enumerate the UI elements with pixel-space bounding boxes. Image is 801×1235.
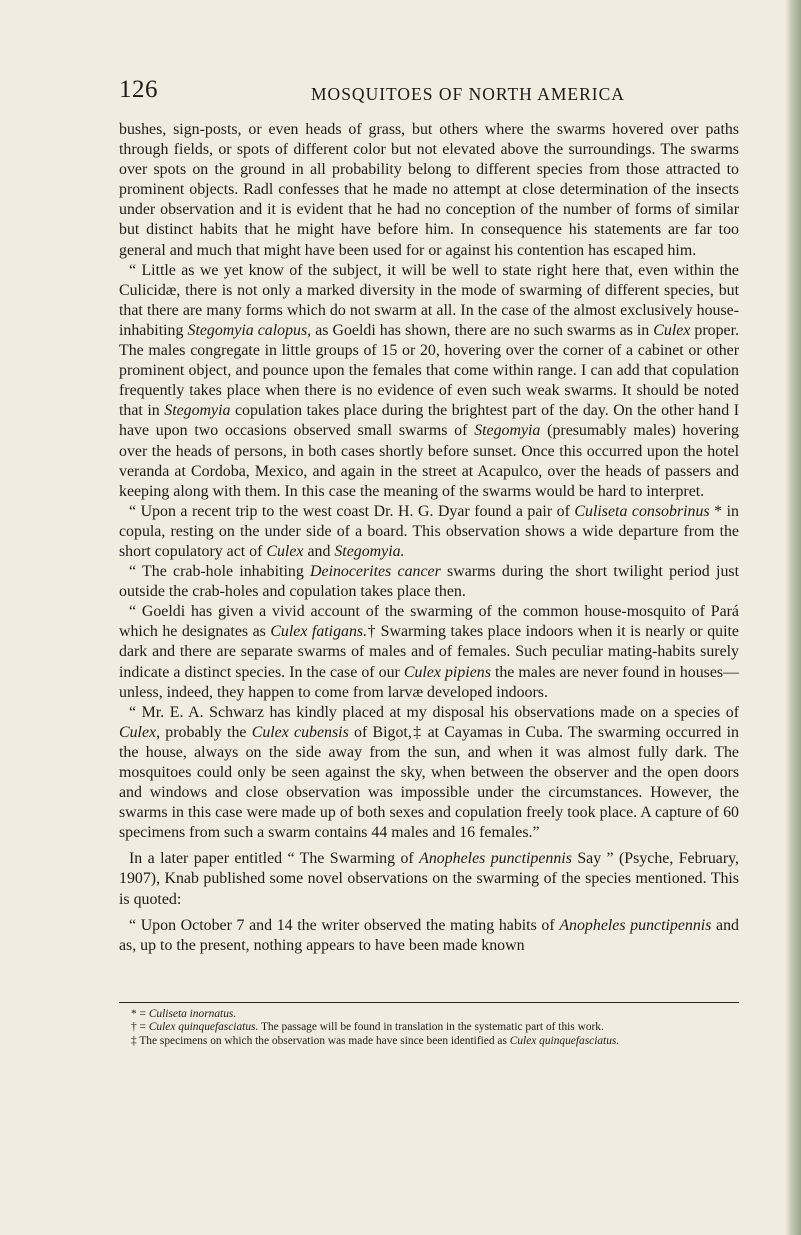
page-number: 126 [119,76,158,103]
paragraph-4: “ The crab-hole inhabiting Deinocerites cancer swarms during the short twilight period just outside the crab-holes and copulation takes place then. [119,563,739,601]
page-header [119,76,739,112]
paragraph-6: “ Mr. E. A. Schwarz has kindly placed at my disposal his observations made on a species of Culex, probably the Culex cubensis of Bigot,‡ at Cayamas in Cuba. The swarming occurred in the house, always on the side away from the sun, and when it was almost fully dark. The mosquitoes could only be seen against the sky, when between the observer and the open doors and windows and close observation was impossible under the circumstances. However, the swarms in this case were made up of both sexes and copulation freely took place. A capture of 60 specimens from such a swarm contains 44 males and 16 females.” [119,703,739,842]
footnote-1: * = Culiseta inornatus. [131,1008,237,1020]
running-title: MOSQUITOES OF NORTH AMERICA [311,84,625,104]
paragraph-8: “ Upon October 7 and 14 the writer observed the mating habits of Anopheles punctipennis and as, up to the present, nothing appears to have been made known [119,916,739,954]
footnote-divider [119,1002,739,1003]
paragraph-5: “ Goeldi has given a vivid account of the swarming of the common house-mosquito of Pará which he designates as Culex fatigans.† Swarming takes place indoors when it is nearly or quite dark and there are separate swarms of males and of females. Such peculiar mating-habits surely indicate a distinct species. In the case of our Culex pipiens the males are never found in houses—unless, indeed, they happen to come from larvæ developed indoors. [119,603,739,701]
footnotes [119,1008,739,1048]
paragraph-2: “ Little as we yet know of the subject, it will be well to state right here that, even within the Culicidæ, there is not only a marked diversity in the mode of swarming of different species, but that there are many forms which do not swarm at all. In the case of the almost exclusively house-inhabiting Stegomyia calopus, as Goeldi has shown, there are no such swarms as in Culex proper. The males congregate in little groups of 15 or 20, hovering over the corner of a cabinet or other prominent object, and pounce upon the females that come within range. I can add that copulation frequently takes place when there is no evidence of even such weak swarms. It should be noted that in Stegomyia copulation takes place during the brightest part of the day. On the other hand I have upon two occasions observed small swarms of Stegomyia (presumably males) hovering over the heads of persons, in both cases shortly before sunset. Once this occurred upon the hotel veranda at Cordoba, Mexico, and again in the street at Acapulco, over the heads of passers and keeping along with them. In this case the meaning of the swarms would be hard to interpret. [119,261,739,500]
paragraph-1: bushes, sign-posts, or even heads of grass, but others where the swarms hovered over paths through fields, or spots of different color but not elevated above the surroundings. The swarms over spots on the ground in all probability belong to different species from those attracted to prominent objects. Radl confesses that he made no attempt at close determination of the insects under observation and it is evident that he had no conception of the number of forms of similar but distinct habits that he might have before him. In consequence his statements are far too general and much that might have been used for or against his contention has escaped him. [119,121,739,259]
footnote-3: ‡ The specimens on which the observation was made have since been identified as Culex quinquefasciatus. [131,1034,620,1047]
body-text [119,120,739,956]
footnote-2: † = Culex quinquefasciatus. The passage will be found in translation in the systematic part of this work. [131,1021,604,1034]
page-edge [785,0,801,1235]
paragraph-3: “ Upon a recent trip to the west coast Dr. H. G. Dyar found a pair of Culiseta consobrinus * in copula, resting on the under side of a board. This observation shows a wide departure from the short copulatory act of Culex and Stegomyia. [119,502,739,560]
paragraph-7: In a later paper entitled “ The Swarming of Anopheles punctipennis Say ” (Psyche, February, 1907), Knab published some novel observations on the swarming of the species mentioned. This is quoted: [119,850,740,908]
